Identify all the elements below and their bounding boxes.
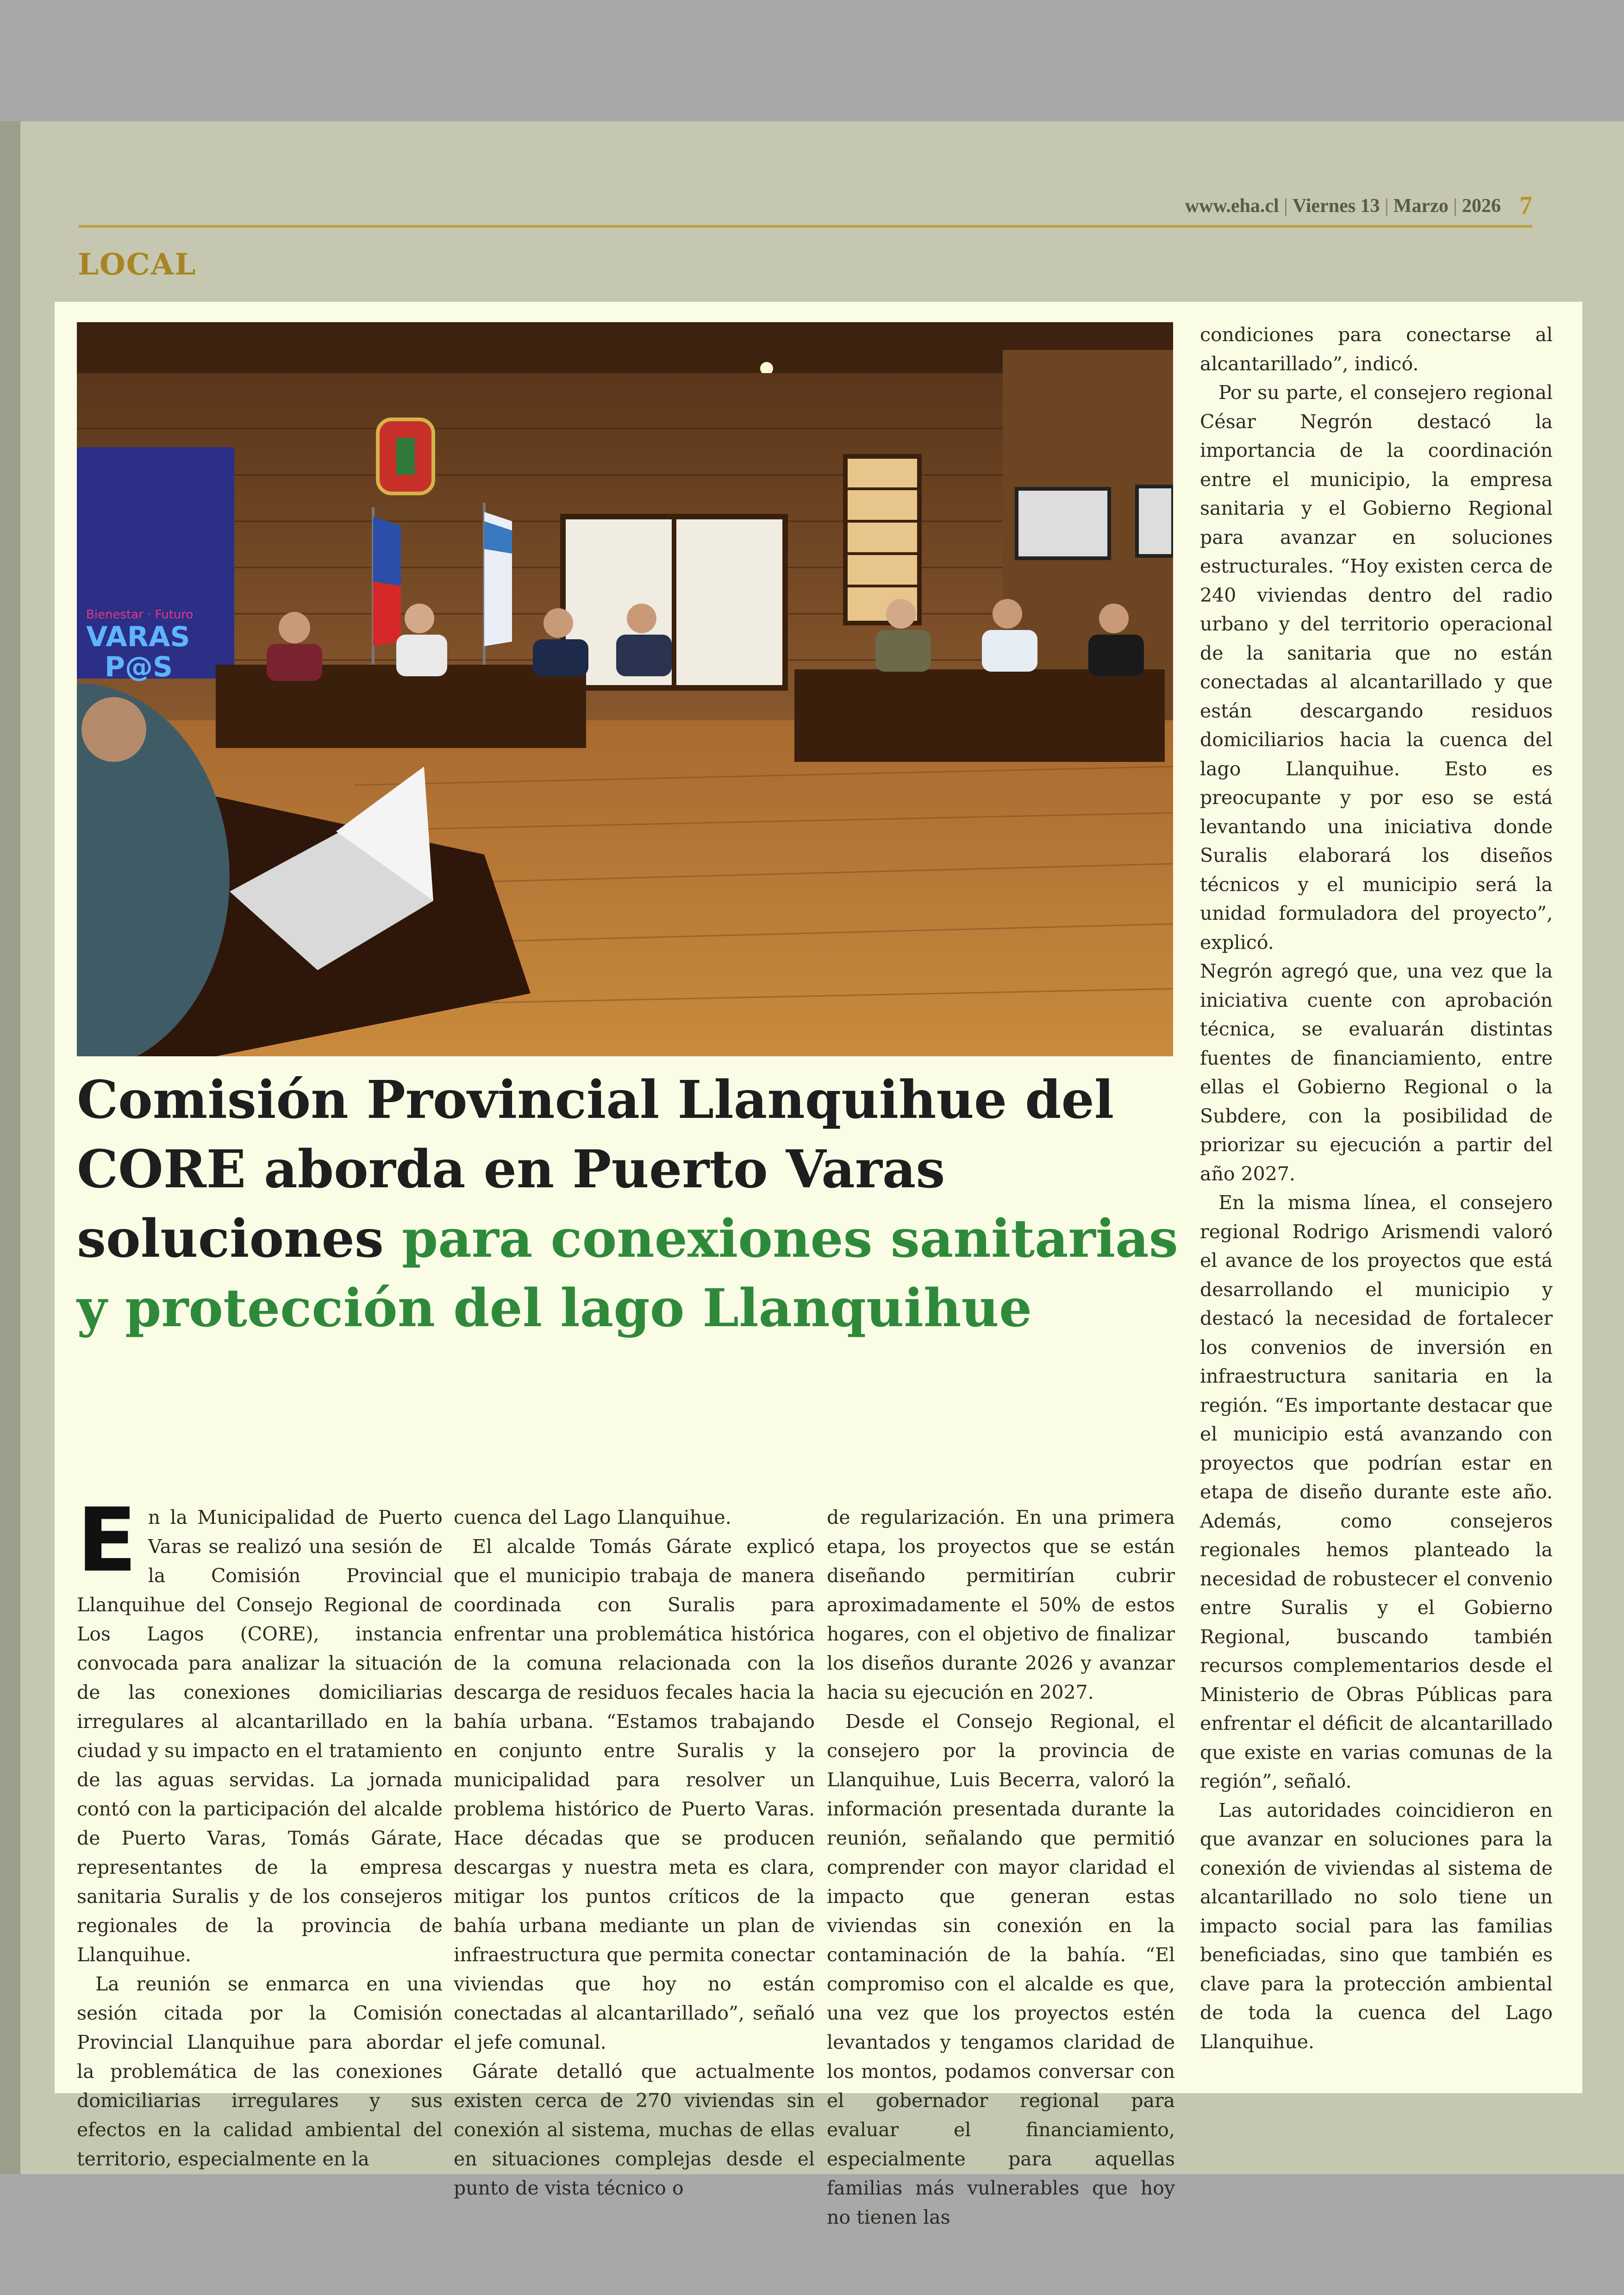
date-month: Marzo	[1393, 195, 1449, 217]
date-year: 2026	[1462, 195, 1501, 217]
article-column-2	[454, 1503, 815, 2203]
headline	[77, 1066, 1179, 1343]
website: www.eha.cl	[1185, 195, 1279, 217]
col3-paragraph-2: Desde el Consejo Regional, el consejero por la provincia de Llanquihue, Luis Becerra, valoró la información presentada durante la reunión, señalando que permitió comprender con mayor claridad el impacto que generan estas viviendas sin conexión en la contaminación de la bahía. “El compromiso con el alcalde es que, una vez que los proyectos estén levantados y tengamos claridad de los montos, podamos conversar con el gobernador regional para evaluar el financiamiento, especialmente para aquellas familias más vulnerables que hoy no tienen las	[827, 1710, 1175, 2228]
headline-part-1: Comisión Provincial Llanquihue del CORE aborda en Puerto Varas soluciones	[77, 1070, 1114, 1269]
page-number: 7	[1519, 191, 1532, 220]
col4-paragraph-2: Por su parte, el consejero regional César Negrón destacó la importancia de la coordinación entre el municipio, la empresa sanitaria y el Gobierno Regional para avanzar en soluciones estructurales. “Hoy existen cerca de 240 viviendas dentro del radio urbano y del territorio operacional de la sanitaria que no están conectadas al alcantarillado y que están descargando residuos domiciliarios hacia la cuenca del lago Llanquihue. Esto es preocupante y por eso se está levantando una iniciativa donde Suralis elaborará los diseños técnicos y el municipio será la unidad formuladora del proyecto”, explicó.	[1200, 381, 1553, 954]
col2-paragraph-3: Gárate detalló que actualmente existen cerca de 270 viviendas sin conexión al sistema, muchas de ellas en situaciones complejas desde el punto de vista técnico o	[454, 2060, 815, 2199]
col4-paragraph-1: condiciones para conectarse al alcantarillado”, indicó.	[1200, 324, 1553, 375]
banner-line-2: VARAS	[86, 621, 190, 653]
col1-paragraph-2: La reunión se enmarca en una sesión citada por la Comisión Provincial Llanquihue para abordar la problemática de las conexiones domiciliarias irregulares y sus efectos en la calidad ambiental del territorio, especialmente en la	[77, 1973, 443, 2170]
header-rule	[79, 225, 1532, 228]
col4-paragraph-4: En la misma línea, el consejero regional Rodrigo Arismendi valoró el avance de los proyectos que está desarrollando el municipio y destacó la necesidad de fortalecer los convenios de inversión en infraestructura sanitaria en la región. “Es importante destacar que el municipio está avanzando con proyectos que podrían estar en etapa de diseño durante este año. Además, como consejeros regionales hemos planteado la necesidad de robustecer el convenio entre Suralis y el Gobierno Regional, buscando también recursos complementarios desde el Ministerio de Obras Públicas para enfrentar el déficit de alcantarillado que existe en varias comunas de la región”, señaló.	[1200, 1191, 1553, 1792]
col2-paragraph-1: cuenca del Lago Llanquihue.	[454, 1506, 731, 1528]
meeting-room-photo	[77, 322, 1173, 1056]
article-column-1	[77, 1489, 443, 2174]
date-weekday-day: Viernes 13	[1292, 195, 1380, 217]
article-photo	[77, 322, 1173, 1056]
wall-picture	[1017, 489, 1109, 558]
col4-paragraph-5: Las autoridades coincidieron en que avanzar en soluciones para la conexión de viviendas al sistema de alcantarillado no solo tiene un impacto social para las familias beneficiadas, sino que también es clave para la protección ambiental de toda la cuenca del Lago Llanquihue.	[1200, 1799, 1553, 2053]
banner-line-1: Bienestar · Futuro	[86, 608, 194, 622]
page-folio: www.eha.cl | Viernes 13 | Marzo | 2026 7	[1185, 191, 1532, 220]
window	[845, 456, 919, 623]
col2-paragraph-2: El alcalde Tomás Gárate explicó que el municipio trabaja de manera coordinada con Suralis para enfrentar una problemática histórica de la comuna relacionada con la descarga de residuos fecales hacia la bahía urbana. “Estamos trabajando en conjunto entre Suralis y la municipalidad para resolver un problema histórico de Puerto Varas. Hace décadas que se producen descargas y nuestra meta es clara, mitigar los puntos críticos de la bahía urbana mediante un plan de infraestructura que permita conectar viviendas que hoy no están conectadas al alcantarillado”, señaló el jefe comunal.	[454, 1535, 815, 2053]
newspaper-page	[0, 121, 1624, 2228]
headline-part-2: para conexiones sanitarias y protección del lago Llanquihue	[77, 1209, 1178, 1339]
col3-paragraph-1: de regularización. En una primera etapa, los proyectos que se están diseñando permitirían cubrir aproximadamente el 50% de estos hogares, con el objetivo de finalizar los diseños durante 2026 y avanzar hacia su ejecución en 2027.	[827, 1506, 1175, 1703]
drop-cap: E	[77, 1489, 137, 1591]
article-card	[55, 302, 1582, 2228]
section-label: LOCAL	[78, 247, 197, 282]
desk-right	[794, 669, 1165, 762]
banner-line-3: P@S	[105, 651, 173, 683]
article-column-3	[827, 1503, 1175, 2232]
col1-paragraph-1: n la Municipalidad de Puerto Varas se realizó una sesión de la Comisión Provincial Llanquihue del Consejo Regional de Los Lagos (CORE), instancia convocada para analizar la situación de las conexiones domiciliarias irregulares al alcantarillado en la ciudad y su impacto en el tratamiento de las aguas servidas. La jornada contó con la participación del alcalde de Puerto Varas, Tomás Gárate, representantes de la empresa sanitaria Suralis y de los consejeros regionales de la provincia de Llanquihue.	[77, 1506, 443, 1966]
page-edge-shadow	[0, 121, 20, 2174]
article-column-4	[1200, 320, 1553, 2056]
col4-paragraph-3: Negrón agregó que, una vez que la iniciativa cuente con aprobación técnica, se evaluarán distintas fuentes de financiamiento, entre ellas el Gobierno Regional o la Subdere, con la posibilidad de priorizar su ejecución a partir del año 2027.	[1200, 960, 1553, 1185]
